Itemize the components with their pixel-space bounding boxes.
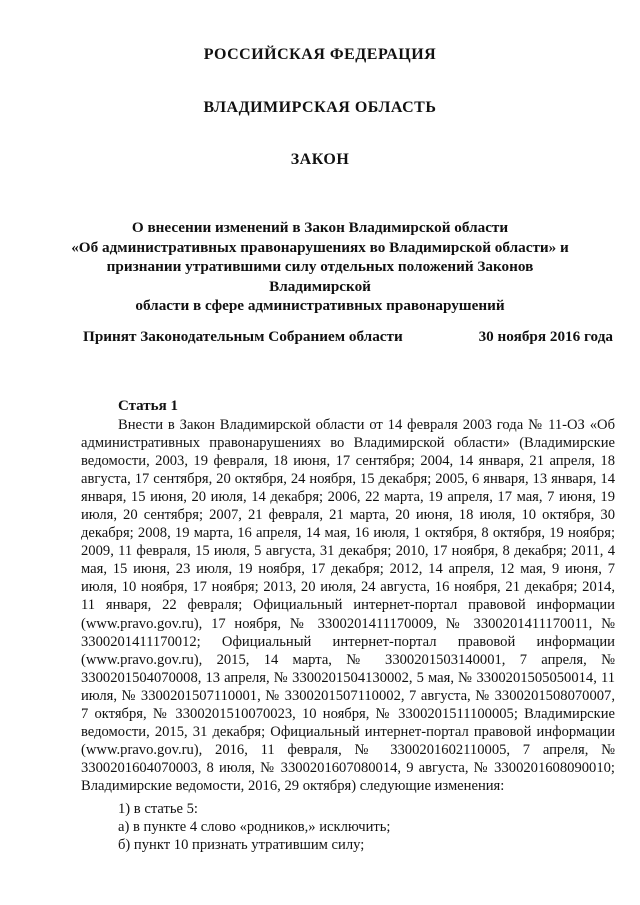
list-item: 1) в статье 5: — [118, 801, 198, 817]
law-title-line: «Об административных правонарушениях во Владимирской области» и — [71, 238, 569, 256]
law-title-line: области в сфере административных правонарушений — [135, 297, 505, 314]
article-body — [81, 416, 615, 795]
article-heading: Статья 1 — [118, 398, 178, 414]
document-type-heading: ЗАКОН — [290, 151, 350, 168]
law-title-line: признании утратившими силу отдельных положений Законов Владимирской — [106, 258, 534, 295]
adoption-line — [83, 328, 613, 346]
law-title — [70, 218, 570, 316]
region-heading: ВЛАДИМИРСКАЯ ОБЛАСТЬ — [203, 99, 437, 116]
article-body-text: Внести в Закон Владимирской области от 14 февраля 2003 года № 11-ОЗ «Об административных правонарушениях во Владимирской области» (Владимирские ведомости, 2003, 19 февраля, 18 июня, 17 сентября; 2004, 14 января, 21 апреля, 18 августа, 17 сентября, 20 октября, 24 ноября, 15 декабря; 2005, 6 января, 13 января, 14 января, 15 июня, 20 июля, 14 декабря; 2006, 22 марта, 19 апреля, 17 мая, 7 июня, 19 июля, 20 сентября; 2007, 21 февраля, 21 марта, 20 июня, 18 июля, 10 октября, 30 декабря; 2008, 19 марта, 16 апреля, 14 мая, 16 июля, 1 октября, 8 октября, 19 ноября; 2009, 11 февраля, 15 июля, 5 августа, 31 декабря; 2010, 17 ноября, 8 декабря; 2011, 4 мая, 15 июня, 23 июля, 19 ноября, 17 декабря; 2012, 14 апреля, 12 мая, 9 июня, 7 июля, 10 ноября, 17 ноября; 2013, 20 июля, 24 августа, 16 ноября, 21 декабря; 2014, 11 января, 22 февраля; Официальный интернет-портал правовой информации (www.pravo.gov.ru), 17 ноября, № 3300201411170009, № 3300201411170011, № 3300201411170012; Официальный интернет-портал правовой информации (www.pravo.gov.ru), 2015, 14 марта, № 3300201503140001, 7 апреля, № 3300201504070008, 13 апреля, № 3300201504130002, 5 мая, № 3300201505050014, 11 июля, № 3300201507110001, № 3300201507110002, 7 августа, № 3300201508070007, 7 октября, № 3300201510070023, 10 ноября, № 3300201511100005; Владимирские ведомости, 2015, 31 декабря; Официальный интернет-портал правовой информации (www.pravo.gov.ru), 2016, 11 февраля, № 3300201602110005, 7 апреля, № 3300201604070003, 8 июля, № 3300201607080014, 9 августа, № 3300201608090010; Владимирские ведомости, 2016, 29 октября) следующие изменения: — [81, 417, 615, 794]
law-title-line: О внесении изменений в Закон Владимирской области — [131, 219, 509, 236]
country-heading: РОССИЙСКАЯ ФЕДЕРАЦИЯ — [203, 46, 437, 63]
adoption-date: 30 ноября 2016 года — [478, 328, 613, 345]
list-item: а) в пункте 4 слово «родников,» исключить; — [118, 819, 391, 836]
adoption-text: Принят Законодательным Собранием области — [83, 328, 403, 345]
amendment-list — [118, 800, 618, 854]
list-item: б) пункт 10 признать утратившим силу; — [118, 837, 365, 854]
